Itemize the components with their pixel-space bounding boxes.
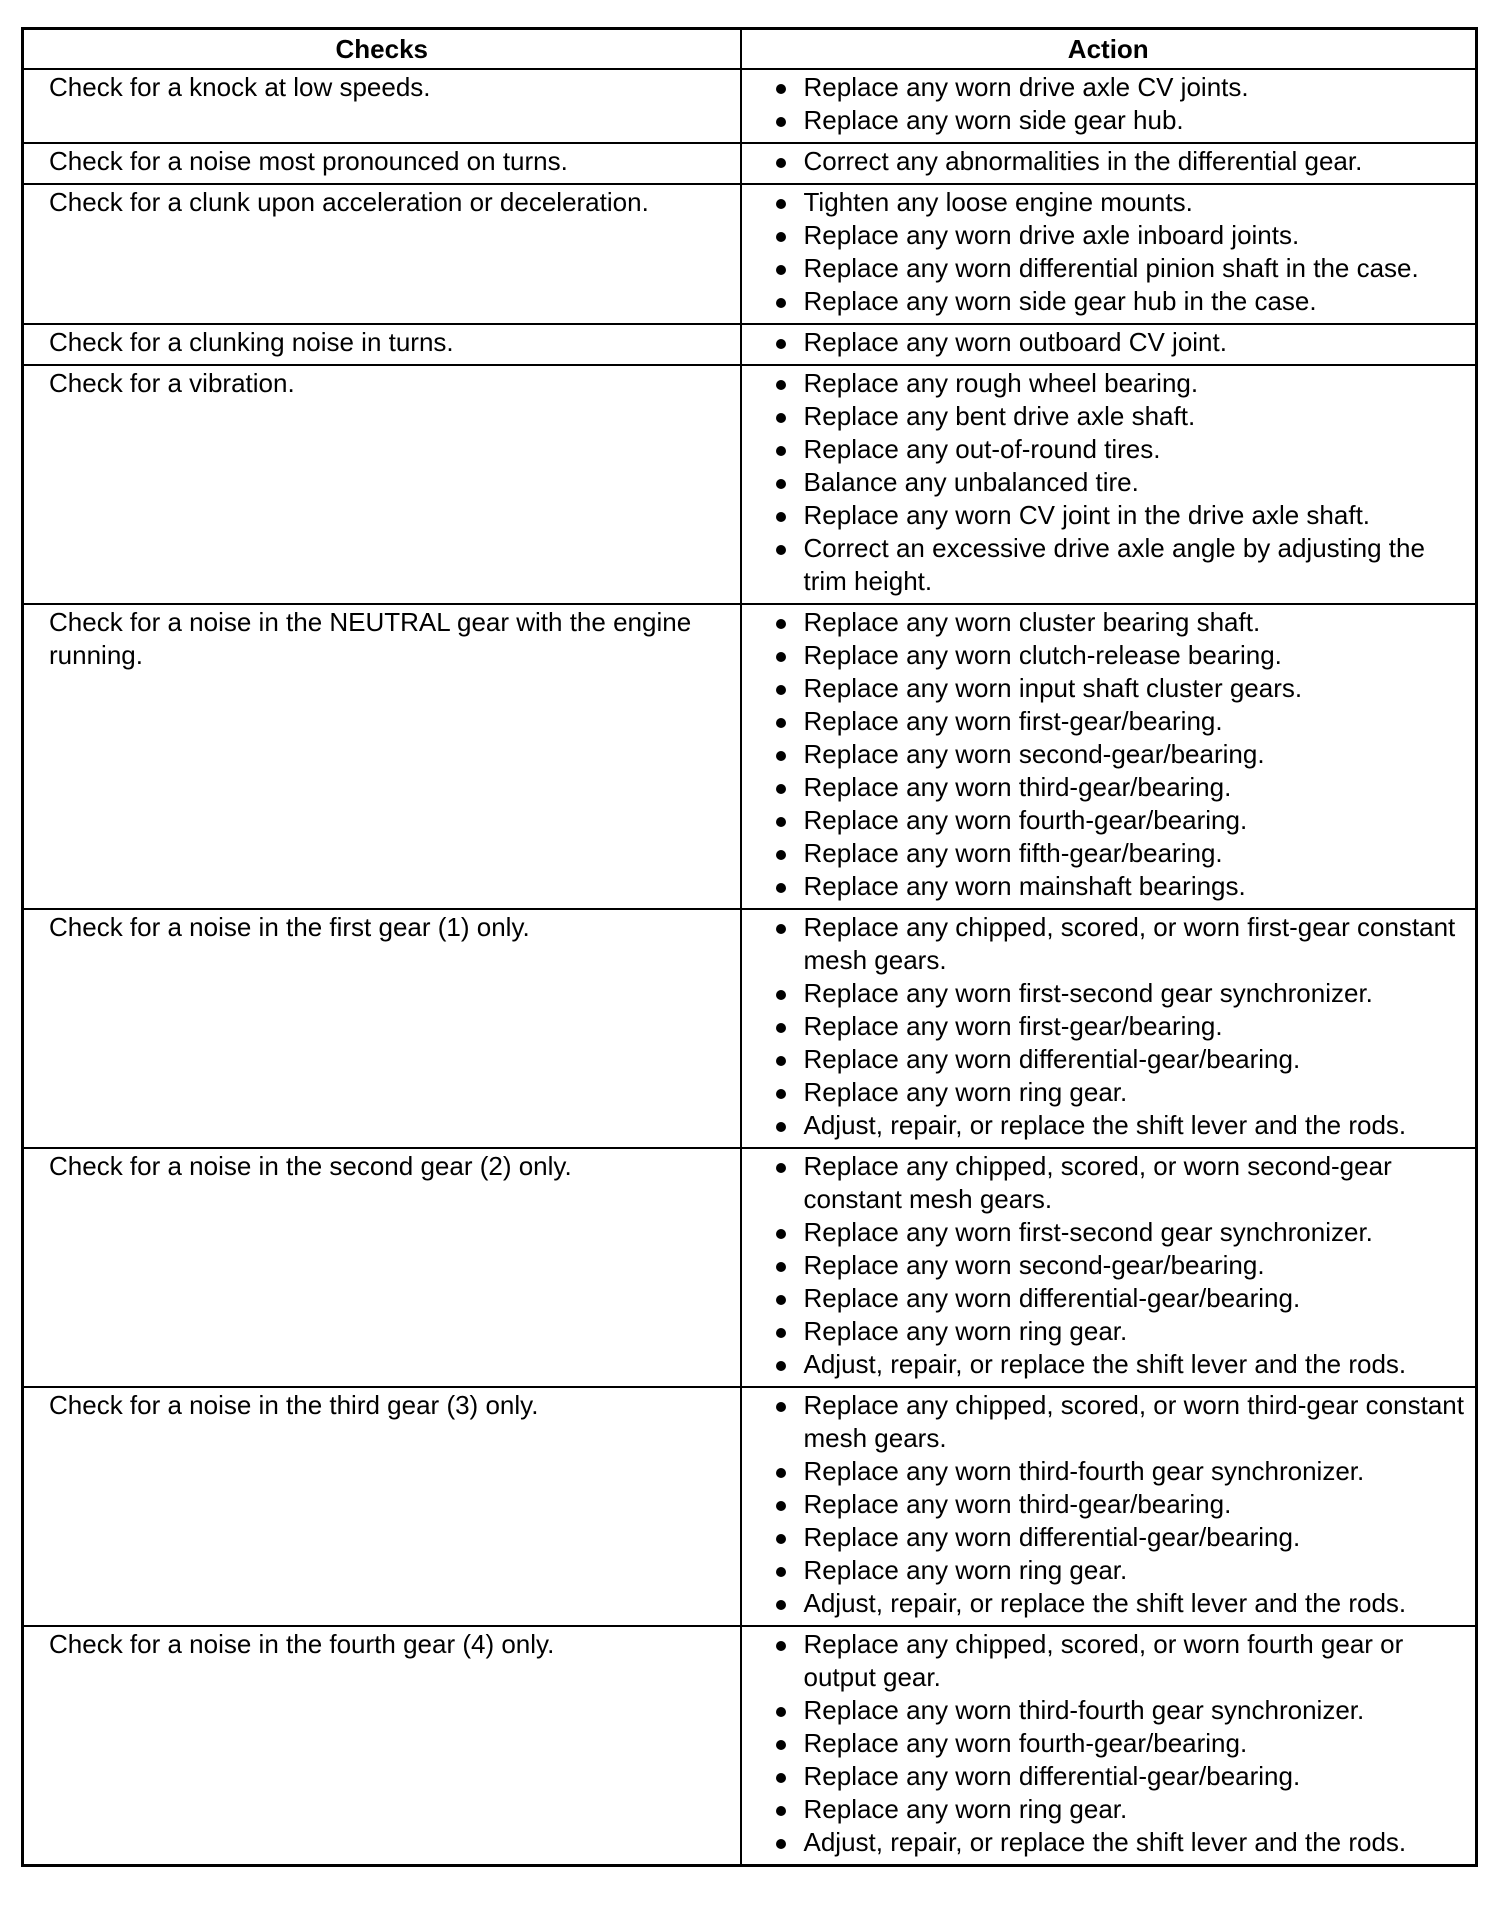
table-body	[23, 69, 1477, 1866]
action-item: Replace any chipped, scored, or worn first-gear constant mesh gears.	[774, 911, 1468, 977]
action-item: Replace any worn differential-gear/bearing.	[774, 1043, 1468, 1076]
action-item: Replace any worn differential-gear/bearing.	[774, 1282, 1468, 1315]
action-item: Replace any worn second-gear/bearing.	[774, 738, 1468, 771]
check-cell: Check for a noise in the third gear (3) only.	[23, 1387, 741, 1626]
table-row	[23, 909, 1477, 1148]
action-item: Replace any rough wheel bearing.	[774, 367, 1468, 400]
table-row	[23, 143, 1477, 184]
action-cell	[741, 604, 1477, 909]
action-item: Replace any out-of-round tires.	[774, 433, 1468, 466]
action-item: Replace any worn cluster bearing shaft.	[774, 606, 1468, 639]
action-item: Replace any worn first-gear/bearing.	[774, 1010, 1468, 1043]
action-item: Replace any worn side gear hub.	[774, 104, 1468, 137]
action-item: Replace any worn drive axle inboard joints.	[774, 219, 1468, 252]
table-row	[23, 604, 1477, 909]
table-row	[23, 1148, 1477, 1387]
check-cell: Check for a clunk upon acceleration or deceleration.	[23, 184, 741, 324]
action-cell	[741, 1387, 1477, 1626]
action-cell	[741, 69, 1477, 143]
action-cell	[741, 143, 1477, 184]
action-item: Replace any bent drive axle shaft.	[774, 400, 1468, 433]
action-item: Replace any worn side gear hub in the case.	[774, 285, 1468, 318]
action-cell	[741, 365, 1477, 604]
action-item: Replace any worn third-gear/bearing.	[774, 771, 1468, 804]
action-item: Replace any worn fifth-gear/bearing.	[774, 837, 1468, 870]
check-cell: Check for a noise in the fourth gear (4) only.	[23, 1626, 741, 1866]
action-list	[750, 71, 1468, 137]
action-item: Replace any worn first-second gear synchronizer.	[774, 1216, 1468, 1249]
action-item: Replace any worn third-fourth gear synchronizer.	[774, 1455, 1468, 1488]
table-row	[23, 184, 1477, 324]
action-item: Correct any abnormalities in the differential gear.	[774, 145, 1468, 178]
action-item: Adjust, repair, or replace the shift lever and the rods.	[774, 1826, 1468, 1859]
action-item: Replace any worn differential-gear/bearing.	[774, 1760, 1468, 1793]
action-cell	[741, 1148, 1477, 1387]
action-item: Replace any worn fourth-gear/bearing.	[774, 804, 1468, 837]
action-cell	[741, 184, 1477, 324]
check-cell: Check for a noise in the first gear (1) only.	[23, 909, 741, 1148]
check-cell: Check for a noise in the second gear (2) only.	[23, 1148, 741, 1387]
check-cell: Check for a noise most pronounced on turns.	[23, 143, 741, 184]
action-item: Replace any chipped, scored, or worn fourth gear or output gear.	[774, 1628, 1468, 1694]
action-cell	[741, 909, 1477, 1148]
action-item: Replace any chipped, scored, or worn third-gear constant mesh gears.	[774, 1389, 1468, 1455]
action-item: Balance any unbalanced tire.	[774, 466, 1468, 499]
action-item: Adjust, repair, or replace the shift lever and the rods.	[774, 1587, 1468, 1620]
action-list	[750, 1628, 1468, 1859]
action-item: Replace any worn ring gear.	[774, 1793, 1468, 1826]
action-item: Replace any worn first-second gear synchronizer.	[774, 977, 1468, 1010]
action-item: Replace any worn ring gear.	[774, 1076, 1468, 1109]
checks-column-header: Checks	[23, 29, 741, 70]
table-row	[23, 365, 1477, 604]
action-list	[750, 911, 1468, 1142]
action-item: Correct an excessive drive axle angle by adjusting the trim height.	[774, 532, 1468, 598]
action-item: Replace any worn third-fourth gear synchronizer.	[774, 1694, 1468, 1727]
action-item: Replace any worn outboard CV joint.	[774, 326, 1468, 359]
action-item: Replace any chipped, scored, or worn second-gear constant mesh gears.	[774, 1150, 1468, 1216]
action-item: Replace any worn mainshaft bearings.	[774, 870, 1468, 903]
action-item: Replace any worn input shaft cluster gears.	[774, 672, 1468, 705]
table-row	[23, 1387, 1477, 1626]
diagnosis-table	[21, 27, 1478, 1867]
table-row	[23, 1626, 1477, 1866]
action-list	[750, 606, 1468, 903]
action-item: Adjust, repair, or replace the shift lever and the rods.	[774, 1109, 1468, 1142]
action-list	[750, 1150, 1468, 1381]
action-item: Adjust, repair, or replace the shift lever and the rods.	[774, 1348, 1468, 1381]
action-item: Replace any worn drive axle CV joints.	[774, 71, 1468, 104]
action-item: Replace any worn fourth-gear/bearing.	[774, 1727, 1468, 1760]
table-row	[23, 69, 1477, 143]
action-item: Tighten any loose engine mounts.	[774, 186, 1468, 219]
action-item: Replace any worn clutch-release bearing.	[774, 639, 1468, 672]
action-cell	[741, 324, 1477, 365]
check-cell: Check for a noise in the NEUTRAL gear with the engine running.	[23, 604, 741, 909]
check-cell: Check for a clunking noise in turns.	[23, 324, 741, 365]
action-column-header: Action	[741, 29, 1477, 70]
action-item: Replace any worn ring gear.	[774, 1554, 1468, 1587]
check-cell: Check for a knock at low speeds.	[23, 69, 741, 143]
action-item: Replace any worn second-gear/bearing.	[774, 1249, 1468, 1282]
action-list	[750, 186, 1468, 318]
action-item: Replace any worn ring gear.	[774, 1315, 1468, 1348]
action-item: Replace any worn differential-gear/bearing.	[774, 1521, 1468, 1554]
action-item: Replace any worn CV joint in the drive axle shaft.	[774, 499, 1468, 532]
check-cell: Check for a vibration.	[23, 365, 741, 604]
action-list	[750, 145, 1468, 178]
action-cell	[741, 1626, 1477, 1866]
action-list	[750, 367, 1468, 598]
action-item: Replace any worn differential pinion shaft in the case.	[774, 252, 1468, 285]
action-list	[750, 1389, 1468, 1620]
action-item: Replace any worn third-gear/bearing.	[774, 1488, 1468, 1521]
table-row	[23, 324, 1477, 365]
action-list	[750, 326, 1468, 359]
action-item: Replace any worn first-gear/bearing.	[774, 705, 1468, 738]
header-row	[23, 29, 1477, 70]
